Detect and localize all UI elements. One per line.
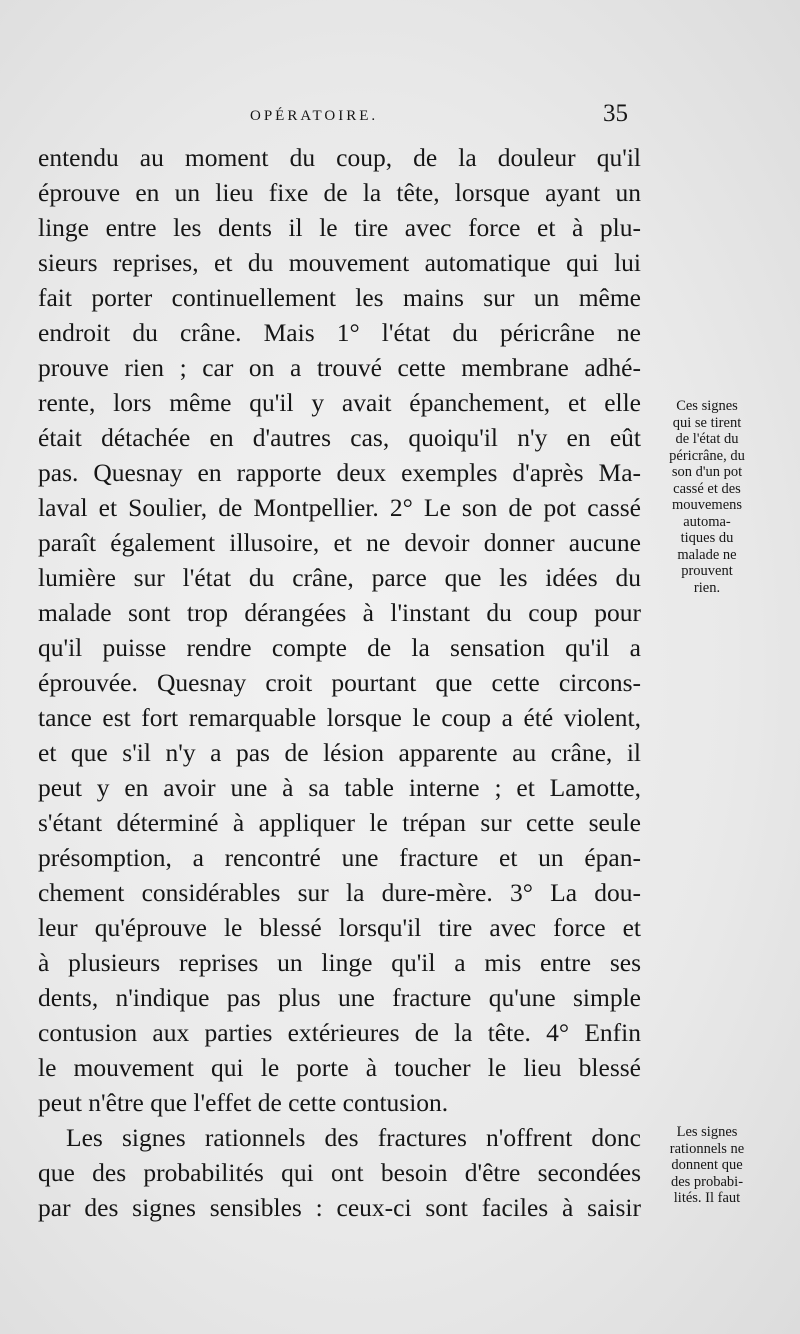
margin-note-line: de l'état du [675,431,739,447]
margin-note-line: Les signes [676,1124,738,1140]
margin-note-line: rationnels ne [669,1140,745,1157]
text-line: peut n'être que l'effet de cette contusion. [38,1088,449,1117]
text-line: que des probabilités qui ont besoin d'être secondées [38,1158,641,1187]
text-line: contusion aux parties extérieures de la tête. 4° Enfin [38,1018,641,1047]
margin-note-line: des probabi- [670,1173,744,1190]
text-line: laval et Soulier, de Montpellier. 2° Le son de pot cassé [38,493,641,522]
text-line: paraît également illusoire, et ne devoir donner aucune [38,528,641,557]
margin-note-line: automa- [683,513,731,530]
text-line: sieurs reprises, et du mouvement automatique qui lui [38,248,641,277]
margin-note-line: prouvent [681,563,733,579]
margin-note-line: donnent que [671,1157,743,1173]
text-line: par des signes sensibles : ceux-ci sont faciles à saisir [38,1193,641,1222]
text-line: lumière sur l'état du crâne, parce que les idées du [38,563,641,592]
text-line: tance est fort remarquable lorsque le coup a été violent, [38,703,641,732]
text-line: chement considérables sur la dure-mère. 3° La dou- [38,878,641,907]
text-line: pas. Quesnay en rapporte deux exemples d'après Ma- [38,458,641,487]
text-line: éprouvée. Quesnay croit pourtant que cette circons- [38,668,641,697]
text-line: était détachée en d'autres cas, quoiqu'il n'y en eût [38,423,641,452]
margin-note [651,1124,763,1207]
text-line: peut y en avoir une à sa table interne ; et Lamotte, [38,773,641,802]
text-line: rente, lors même qu'il y avait épanchement, et elle [38,388,641,417]
margin-note-line: cassé et des [673,480,741,497]
margin-note-line: lités. Il faut [673,1190,741,1206]
text-line: leur qu'éprouve le blessé lorsqu'il tire avec force et [38,913,641,942]
text-line: endroit du crâne. Mais 1° l'état du péricrâne ne [38,318,641,347]
margin-note-line: Ces signes [676,398,738,414]
margin-note-line: malade ne [677,546,737,563]
text-line: fait porter continuellement les mains sur un même [38,283,641,312]
page-number: 35 [603,100,628,127]
margin-note-line: rien. [693,579,721,596]
text-line: dents, n'indique pas plus une fracture qu'une simple [38,983,641,1012]
text-line: s'étant déterminé à appliquer le trépan sur cette seule [38,808,641,837]
text-line: Les signes rationnels des fractures n'offrent donc [66,1123,641,1152]
text-line: qu'il puisse rendre compte de la sensation qu'il a [38,633,641,662]
margin-note-line: péricrâne, du [669,447,745,464]
running-head: OPÉRATOIRE. [250,108,379,124]
text-line: à plusieurs reprises un linge qu'il a mis entre ses [38,948,641,977]
text-line: entendu au moment du coup, de la douleur qu'il [38,143,641,172]
text-line: et que s'il n'y a pas de lésion apparente au crâne, il [38,738,641,767]
margin-note [651,398,763,596]
margin-note-line: tiques du [680,530,734,546]
margin-note-line: qui se tirent [672,414,742,431]
text-line: prouve rien ; car on a trouvé cette membrane adhé- [38,353,641,382]
text-line: présomption, a rencontré une fracture et un épan- [38,843,641,872]
margin-note-line: mouvemens [671,497,743,513]
text-line: linge entre les dents il le tire avec force et à plu- [38,213,641,242]
text-line: éprouve en un lieu fixe de la tête, lorsque ayant un [38,178,641,207]
text-line: malade sont trop dérangées à l'instant du coup pour [38,598,641,627]
text-line: le mouvement qui le porte à toucher le lieu blessé [38,1053,641,1082]
margin-note-line: son d'un pot [671,464,743,480]
